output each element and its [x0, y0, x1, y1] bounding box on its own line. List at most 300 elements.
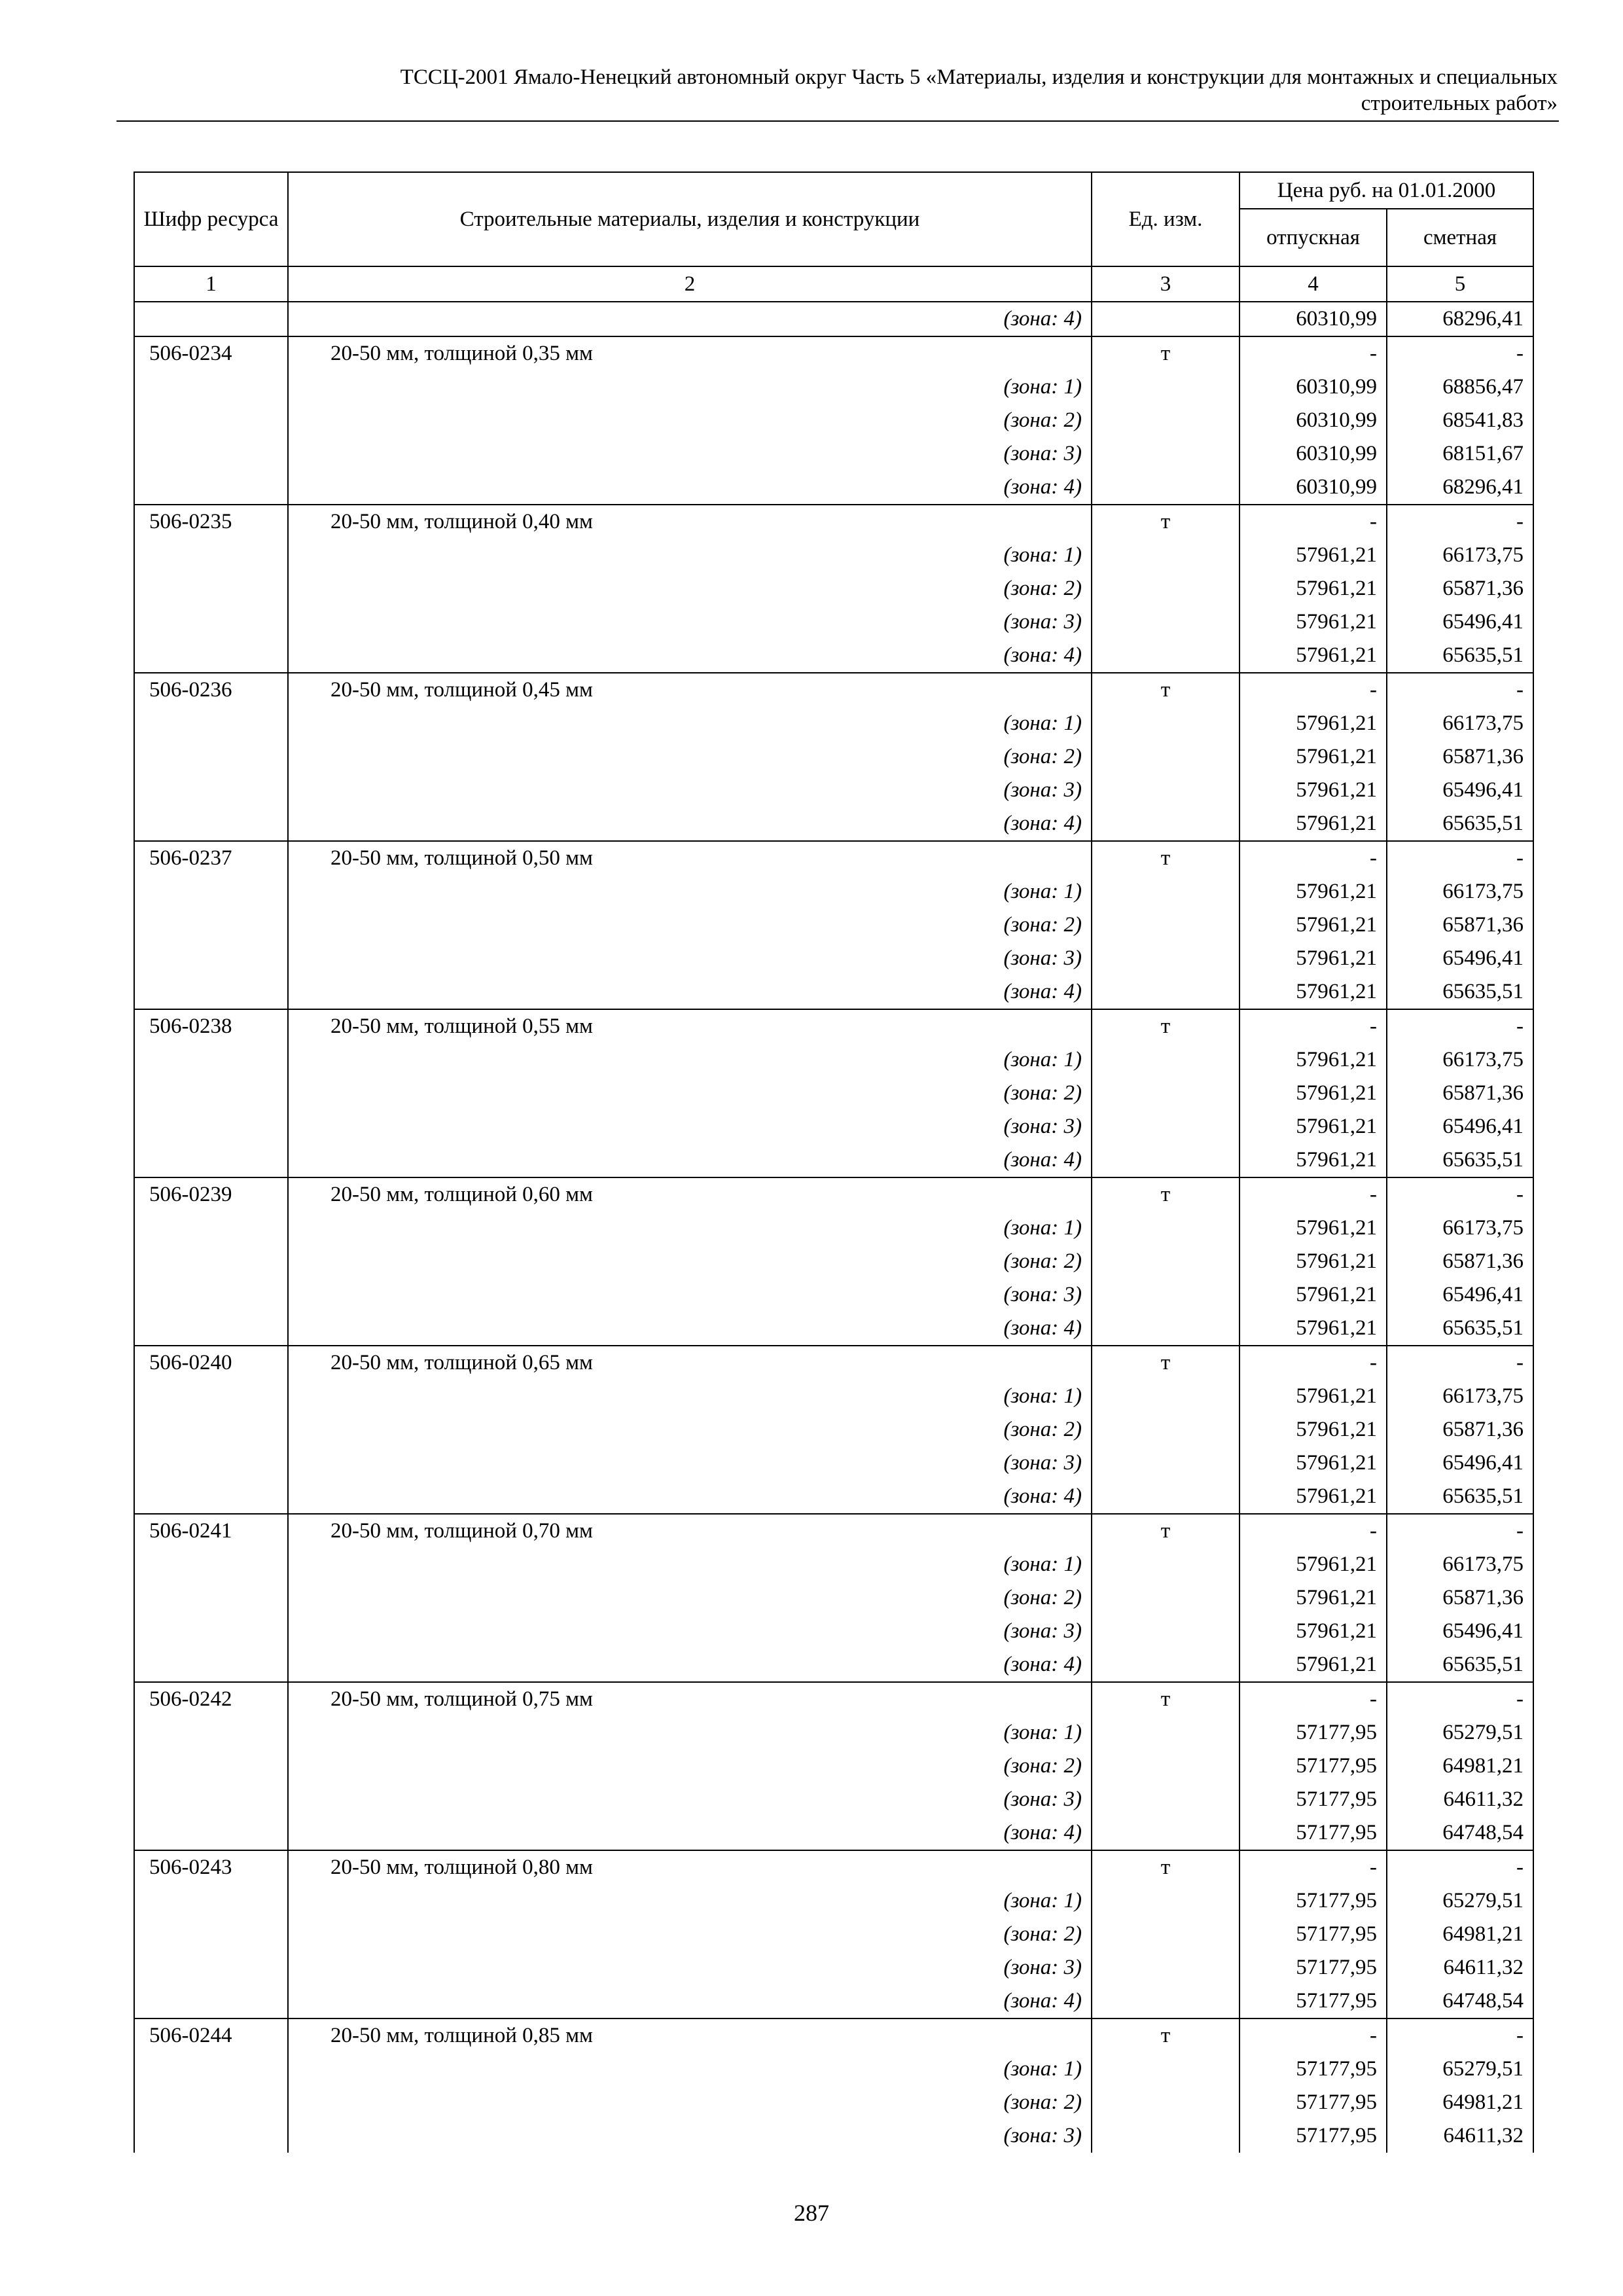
release-price-cell: 57961,21 [1240, 1548, 1387, 1581]
estimate-price-cell: - [1387, 1850, 1533, 1884]
estimate-price-cell: - [1387, 1177, 1533, 1211]
resource-code-cell: 506-0234 [134, 336, 288, 370]
release-price-cell: 57177,95 [1240, 1749, 1387, 1783]
table-row [134, 1278, 1533, 1312]
estimate-price-cell: 66173,75 [1387, 707, 1533, 740]
resource-code-cell: 506-0236 [134, 673, 288, 707]
unit-cell [1092, 1783, 1240, 1816]
resource-code-cell [134, 1984, 288, 2018]
unit-cell [1092, 639, 1240, 673]
zone-cell: (зона: 3) [288, 774, 1092, 807]
table-row [134, 1648, 1533, 1682]
resource-code-cell [134, 1245, 288, 1278]
zone-cell: (зона: 1) [288, 875, 1092, 908]
material-name-cell: 20-50 мм, толщиной 0,85 мм [288, 2018, 1092, 2053]
resource-code-cell [134, 1278, 288, 1312]
unit-cell: т [1092, 2018, 1240, 2053]
column-header-code: Шифр ресурса [134, 172, 288, 266]
resource-code-cell [134, 404, 288, 437]
resource-code-cell [134, 1951, 288, 1984]
table-row [134, 740, 1533, 774]
zone-cell: (зона: 1) [288, 1211, 1092, 1245]
estimate-price-cell: 68151,67 [1387, 437, 1533, 471]
resource-code-cell [134, 1312, 288, 1346]
zone-cell: (зона: 2) [288, 1918, 1092, 1951]
resource-code-cell [134, 437, 288, 471]
unit-cell [1092, 1413, 1240, 1446]
unit-cell [1092, 1143, 1240, 1177]
zone-cell: (зона: 2) [288, 1413, 1092, 1446]
estimate-price-cell: 68296,41 [1387, 302, 1533, 336]
resource-code-cell [134, 471, 288, 505]
estimate-price-cell: - [1387, 505, 1533, 539]
estimate-price-cell: - [1387, 1682, 1533, 1716]
estimate-price-cell: 65635,51 [1387, 1143, 1533, 1177]
resource-code-cell [134, 1918, 288, 1951]
unit-cell [1092, 1043, 1240, 1077]
column-header-unit: Ед. изм. [1092, 172, 1240, 266]
estimate-price-cell: 65871,36 [1387, 740, 1533, 774]
resource-code-cell [134, 1548, 288, 1581]
estimate-price-cell: 65871,36 [1387, 908, 1533, 942]
unit-cell: т [1092, 505, 1240, 539]
resource-code-cell: 506-0244 [134, 2018, 288, 2053]
table-row [134, 572, 1533, 605]
resource-code-cell [134, 539, 288, 572]
release-price-cell: - [1240, 505, 1387, 539]
resource-code-cell [134, 1749, 288, 1783]
unit-cell [1092, 1984, 1240, 2018]
resource-code-cell [134, 908, 288, 942]
table-row [134, 1581, 1533, 1615]
release-price-cell: 57961,21 [1240, 740, 1387, 774]
header-line-1: ТССЦ-2001 Ямало-Ненецкий автономный округ Часть 5 «Материалы, изделия и конструкции для монтажных и специальных [400, 65, 1558, 89]
release-price-cell: 57961,21 [1240, 1446, 1387, 1480]
unit-cell [1092, 1749, 1240, 1783]
unit-cell: т [1092, 1177, 1240, 1211]
unit-cell [1092, 539, 1240, 572]
table-row [134, 505, 1533, 539]
release-price-cell: 57961,21 [1240, 1245, 1387, 1278]
table-row [134, 1009, 1533, 1043]
resource-code-cell: 506-0240 [134, 1346, 288, 1380]
zone-cell: (зона: 3) [288, 605, 1092, 639]
table-row [134, 1413, 1533, 1446]
estimate-price-cell: 65871,36 [1387, 1581, 1533, 1615]
table-row [134, 942, 1533, 975]
page-number: 287 [794, 2200, 829, 2226]
unit-cell [1092, 2119, 1240, 2153]
column-header-price-release: отпускная [1240, 209, 1387, 266]
zone-cell: (зона: 4) [288, 807, 1092, 841]
unit-cell [1092, 942, 1240, 975]
release-price-cell: 57961,21 [1240, 875, 1387, 908]
table-row [134, 2053, 1533, 2086]
estimate-price-cell: 65496,41 [1387, 605, 1533, 639]
release-price-cell: 57961,21 [1240, 1581, 1387, 1615]
release-price-cell: 60310,99 [1240, 437, 1387, 471]
release-price-cell: 60310,99 [1240, 471, 1387, 505]
resource-code-cell: 506-0238 [134, 1009, 288, 1043]
estimate-price-cell: 66173,75 [1387, 1548, 1533, 1581]
resource-code-cell [134, 1077, 288, 1110]
zone-cell: (зона: 4) [288, 975, 1092, 1009]
release-price-cell: 57961,21 [1240, 1312, 1387, 1346]
zone-cell: (зона: 3) [288, 1446, 1092, 1480]
table-body [134, 302, 1533, 2153]
zone-cell: (зона: 1) [288, 1884, 1092, 1918]
release-price-cell: 57961,21 [1240, 1211, 1387, 1245]
table-row [134, 1984, 1533, 2018]
estimate-price-cell: - [1387, 1346, 1533, 1380]
unit-cell [1092, 605, 1240, 639]
release-price-cell: - [1240, 2018, 1387, 2053]
resource-code-cell [134, 605, 288, 639]
unit-cell [1092, 807, 1240, 841]
resource-code-cell: 506-0243 [134, 1850, 288, 1884]
table-row [134, 1312, 1533, 1346]
table-row [134, 1514, 1533, 1548]
table-row [134, 1615, 1533, 1648]
zone-cell: (зона: 2) [288, 2086, 1092, 2119]
material-name-cell: 20-50 мм, толщиной 0,75 мм [288, 1682, 1092, 1716]
zone-cell: (зона: 4) [288, 1984, 1092, 2018]
estimate-price-cell: 65496,41 [1387, 774, 1533, 807]
resource-code-cell [134, 2053, 288, 2086]
estimate-price-cell: 66173,75 [1387, 539, 1533, 572]
unit-cell [1092, 1077, 1240, 1110]
resource-code-cell [134, 1816, 288, 1850]
resource-code-cell [134, 1380, 288, 1413]
unit-cell: т [1092, 1850, 1240, 1884]
zone-cell: (зона: 4) [288, 1143, 1092, 1177]
release-price-cell: 57177,95 [1240, 1716, 1387, 1749]
unit-cell [1092, 1480, 1240, 1514]
unit-cell [1092, 1446, 1240, 1480]
resource-code-cell: 506-0239 [134, 1177, 288, 1211]
estimate-price-cell: - [1387, 2018, 1533, 2053]
release-price-cell: 60310,99 [1240, 370, 1387, 404]
resource-code-cell [134, 774, 288, 807]
release-price-cell: 57961,21 [1240, 1077, 1387, 1110]
estimate-price-cell: 65496,41 [1387, 1110, 1533, 1143]
zone-cell: (зона: 1) [288, 1548, 1092, 1581]
unit-cell [1092, 707, 1240, 740]
zone-cell: (зона: 3) [288, 437, 1092, 471]
estimate-price-cell: 65635,51 [1387, 1480, 1533, 1514]
zone-cell: (зона: 1) [288, 1043, 1092, 1077]
header-line-2: строительных работ» [1361, 92, 1558, 115]
unit-cell [1092, 774, 1240, 807]
unit-cell: т [1092, 673, 1240, 707]
resource-code-cell: 506-0241 [134, 1514, 288, 1548]
release-price-cell: 57961,21 [1240, 1278, 1387, 1312]
estimate-price-cell: 64611,32 [1387, 1783, 1533, 1816]
zone-cell: (зона: 2) [288, 1245, 1092, 1278]
material-name-cell: 20-50 мм, толщиной 0,65 мм [288, 1346, 1092, 1380]
release-price-cell: 57961,21 [1240, 807, 1387, 841]
unit-cell: т [1092, 1009, 1240, 1043]
estimate-price-cell: 65871,36 [1387, 1245, 1533, 1278]
estimate-price-cell: - [1387, 673, 1533, 707]
release-price-cell: 57961,21 [1240, 1143, 1387, 1177]
release-price-cell: 57177,95 [1240, 2086, 1387, 2119]
zone-cell: (зона: 4) [288, 1312, 1092, 1346]
column-number: 3 [1092, 266, 1240, 302]
zone-cell: (зона: 2) [288, 908, 1092, 942]
unit-cell [1092, 572, 1240, 605]
unit-cell [1092, 975, 1240, 1009]
table-row [134, 1245, 1533, 1278]
table-row [134, 1749, 1533, 1783]
release-price-cell: 57177,95 [1240, 2053, 1387, 2086]
estimate-price-cell: 65496,41 [1387, 1278, 1533, 1312]
estimate-price-cell: - [1387, 336, 1533, 370]
unit-cell [1092, 875, 1240, 908]
release-price-cell: 57961,21 [1240, 1413, 1387, 1446]
zone-cell: (зона: 3) [288, 2119, 1092, 2153]
estimate-price-cell: 65496,41 [1387, 1615, 1533, 1648]
unit-cell [1092, 1716, 1240, 1749]
unit-cell: т [1092, 336, 1240, 370]
release-price-cell: 57961,21 [1240, 639, 1387, 673]
table-row [134, 1884, 1533, 1918]
zone-cell: (зона: 3) [288, 1615, 1092, 1648]
release-price-cell: 57961,21 [1240, 572, 1387, 605]
zone-cell: (зона: 1) [288, 1716, 1092, 1749]
unit-cell [1092, 1884, 1240, 1918]
table-row [134, 2119, 1533, 2153]
estimate-price-cell: 66173,75 [1387, 1043, 1533, 1077]
estimate-price-cell: 66173,75 [1387, 1211, 1533, 1245]
release-price-cell: - [1240, 1346, 1387, 1380]
release-price-cell: 57177,95 [1240, 2119, 1387, 2153]
estimate-price-cell: 64611,32 [1387, 1951, 1533, 1984]
unit-cell [1092, 1816, 1240, 1850]
column-number: 5 [1387, 266, 1533, 302]
release-price-cell: 57961,21 [1240, 1380, 1387, 1413]
resource-code-cell [134, 1581, 288, 1615]
zone-cell: (зона: 2) [288, 1749, 1092, 1783]
release-price-cell: 57961,21 [1240, 605, 1387, 639]
table-row [134, 471, 1533, 505]
table-row [134, 875, 1533, 908]
zone-cell: (зона: 4) [288, 1648, 1092, 1682]
unit-cell: т [1092, 1682, 1240, 1716]
zone-cell: (зона: 2) [288, 1581, 1092, 1615]
release-price-cell: 57961,21 [1240, 942, 1387, 975]
estimate-price-cell: 64981,21 [1387, 1749, 1533, 1783]
zone-cell: (зона: 3) [288, 942, 1092, 975]
release-price-cell: 57177,95 [1240, 1884, 1387, 1918]
table-row [134, 539, 1533, 572]
estimate-price-cell: 68296,41 [1387, 471, 1533, 505]
unit-cell [1092, 437, 1240, 471]
zone-cell: (зона: 4) [288, 302, 1092, 336]
column-number: 2 [288, 266, 1092, 302]
resource-code-cell [134, 707, 288, 740]
material-name-cell: 20-50 мм, толщиной 0,70 мм [288, 1514, 1092, 1548]
zone-cell: (зона: 4) [288, 1816, 1092, 1850]
material-name-cell: 20-50 мм, толщиной 0,60 мм [288, 1177, 1092, 1211]
table-row [134, 1177, 1533, 1211]
table-row [134, 1480, 1533, 1514]
release-price-cell: 57961,21 [1240, 908, 1387, 942]
unit-cell [1092, 370, 1240, 404]
unit-cell [1092, 1615, 1240, 1648]
material-name-cell: 20-50 мм, толщиной 0,35 мм [288, 336, 1092, 370]
estimate-price-cell: 65279,51 [1387, 1716, 1533, 1749]
resource-code-cell [134, 572, 288, 605]
unit-cell [1092, 1278, 1240, 1312]
estimate-price-cell: 64611,32 [1387, 2119, 1533, 2153]
zone-cell: (зона: 1) [288, 539, 1092, 572]
resource-code-cell [134, 370, 288, 404]
zone-cell: (зона: 1) [288, 370, 1092, 404]
resource-code-cell [134, 1413, 288, 1446]
table-row [134, 437, 1533, 471]
table-row [134, 1548, 1533, 1581]
table-row [134, 1110, 1533, 1143]
zone-cell: (зона: 4) [288, 471, 1092, 505]
estimate-price-cell: 65635,51 [1387, 1312, 1533, 1346]
table-row [134, 1783, 1533, 1816]
zone-cell: (зона: 3) [288, 1783, 1092, 1816]
resource-code-cell [134, 2119, 288, 2153]
zone-cell: (зона: 3) [288, 1278, 1092, 1312]
zone-cell: (зона: 4) [288, 639, 1092, 673]
release-price-cell: - [1240, 336, 1387, 370]
estimate-price-cell: 65496,41 [1387, 942, 1533, 975]
estimate-price-cell: 65871,36 [1387, 572, 1533, 605]
release-price-cell: - [1240, 1009, 1387, 1043]
zone-cell: (зона: 4) [288, 1480, 1092, 1514]
release-price-cell: - [1240, 1850, 1387, 1884]
column-header-price-estimate: сметная [1387, 209, 1533, 266]
table-row [134, 1682, 1533, 1716]
estimate-price-cell: 65635,51 [1387, 975, 1533, 1009]
unit-cell [1092, 404, 1240, 437]
material-name-cell: 20-50 мм, толщиной 0,45 мм [288, 673, 1092, 707]
resource-code-cell [134, 807, 288, 841]
resource-code-cell [134, 1783, 288, 1816]
table-row [134, 1346, 1533, 1380]
estimate-price-cell: 65635,51 [1387, 807, 1533, 841]
release-price-cell: - [1240, 1177, 1387, 1211]
resource-code-cell: 506-0242 [134, 1682, 288, 1716]
resource-code-cell [134, 1648, 288, 1682]
zone-cell: (зона: 1) [288, 1380, 1092, 1413]
estimate-price-cell: - [1387, 841, 1533, 875]
table-row [134, 1380, 1533, 1413]
unit-cell [1092, 1211, 1240, 1245]
estimate-price-cell: 65871,36 [1387, 1077, 1533, 1110]
table-row [134, 1211, 1533, 1245]
resource-code-cell [134, 1480, 288, 1514]
resource-code-cell [134, 1446, 288, 1480]
table-row [134, 404, 1533, 437]
estimate-price-cell: 64981,21 [1387, 1918, 1533, 1951]
document-header [118, 64, 1558, 117]
unit-cell [1092, 1312, 1240, 1346]
table-row [134, 2018, 1533, 2053]
release-price-cell: 57961,21 [1240, 1043, 1387, 1077]
material-name-cell: 20-50 мм, толщиной 0,40 мм [288, 505, 1092, 539]
table-row [134, 370, 1533, 404]
unit-cell [1092, 1648, 1240, 1682]
unit-cell [1092, 1380, 1240, 1413]
table-row [134, 302, 1533, 336]
release-price-cell: 57961,21 [1240, 774, 1387, 807]
resource-code-cell [134, 740, 288, 774]
estimate-price-cell: 65635,51 [1387, 1648, 1533, 1682]
table-row [134, 975, 1533, 1009]
zone-cell: (зона: 1) [288, 2053, 1092, 2086]
resource-code-cell [134, 639, 288, 673]
estimate-price-cell: 68856,47 [1387, 370, 1533, 404]
release-price-cell: 57961,21 [1240, 1615, 1387, 1648]
resource-code-cell [134, 1143, 288, 1177]
release-price-cell: - [1240, 1682, 1387, 1716]
release-price-cell: - [1240, 673, 1387, 707]
resource-code-cell [134, 942, 288, 975]
table-row [134, 673, 1533, 707]
table-row [134, 807, 1533, 841]
table-row [134, 1816, 1533, 1850]
estimate-price-cell: - [1387, 1514, 1533, 1548]
zone-cell: (зона: 3) [288, 1951, 1092, 1984]
release-price-cell: 60310,99 [1240, 302, 1387, 336]
release-price-cell: 57177,95 [1240, 1951, 1387, 1984]
column-number: 1 [134, 266, 288, 302]
resource-code-cell [134, 302, 288, 336]
zone-cell: (зона: 2) [288, 740, 1092, 774]
column-header-name: Строительные материалы, изделия и конструкции [288, 172, 1092, 266]
unit-cell [1092, 740, 1240, 774]
resource-code-cell [134, 1211, 288, 1245]
unit-cell [1092, 302, 1240, 336]
table-row [134, 1077, 1533, 1110]
release-price-cell: 57177,95 [1240, 1816, 1387, 1850]
table-row [134, 639, 1533, 673]
release-price-cell: - [1240, 841, 1387, 875]
price-table [134, 171, 1534, 2153]
unit-cell [1092, 1245, 1240, 1278]
estimate-price-cell: 68541,83 [1387, 404, 1533, 437]
release-price-cell: 57961,21 [1240, 1648, 1387, 1682]
material-name-cell: 20-50 мм, толщиной 0,50 мм [288, 841, 1092, 875]
release-price-cell: 57961,21 [1240, 539, 1387, 572]
unit-cell [1092, 1951, 1240, 1984]
estimate-price-cell: 65635,51 [1387, 639, 1533, 673]
release-price-cell: 57177,95 [1240, 1918, 1387, 1951]
release-price-cell: 60310,99 [1240, 404, 1387, 437]
table-row [134, 1143, 1533, 1177]
release-price-cell: - [1240, 1514, 1387, 1548]
table-row [134, 707, 1533, 740]
estimate-price-cell: 65871,36 [1387, 1413, 1533, 1446]
release-price-cell: 57961,21 [1240, 975, 1387, 1009]
table-row [134, 2086, 1533, 2119]
release-price-cell: 57961,21 [1240, 707, 1387, 740]
release-price-cell: 57177,95 [1240, 1783, 1387, 1816]
unit-cell [1092, 2086, 1240, 2119]
estimate-price-cell: 66173,75 [1387, 875, 1533, 908]
unit-cell: т [1092, 1346, 1240, 1380]
table-row [134, 1716, 1533, 1749]
unit-cell: т [1092, 1514, 1240, 1548]
column-number: 4 [1240, 266, 1387, 302]
